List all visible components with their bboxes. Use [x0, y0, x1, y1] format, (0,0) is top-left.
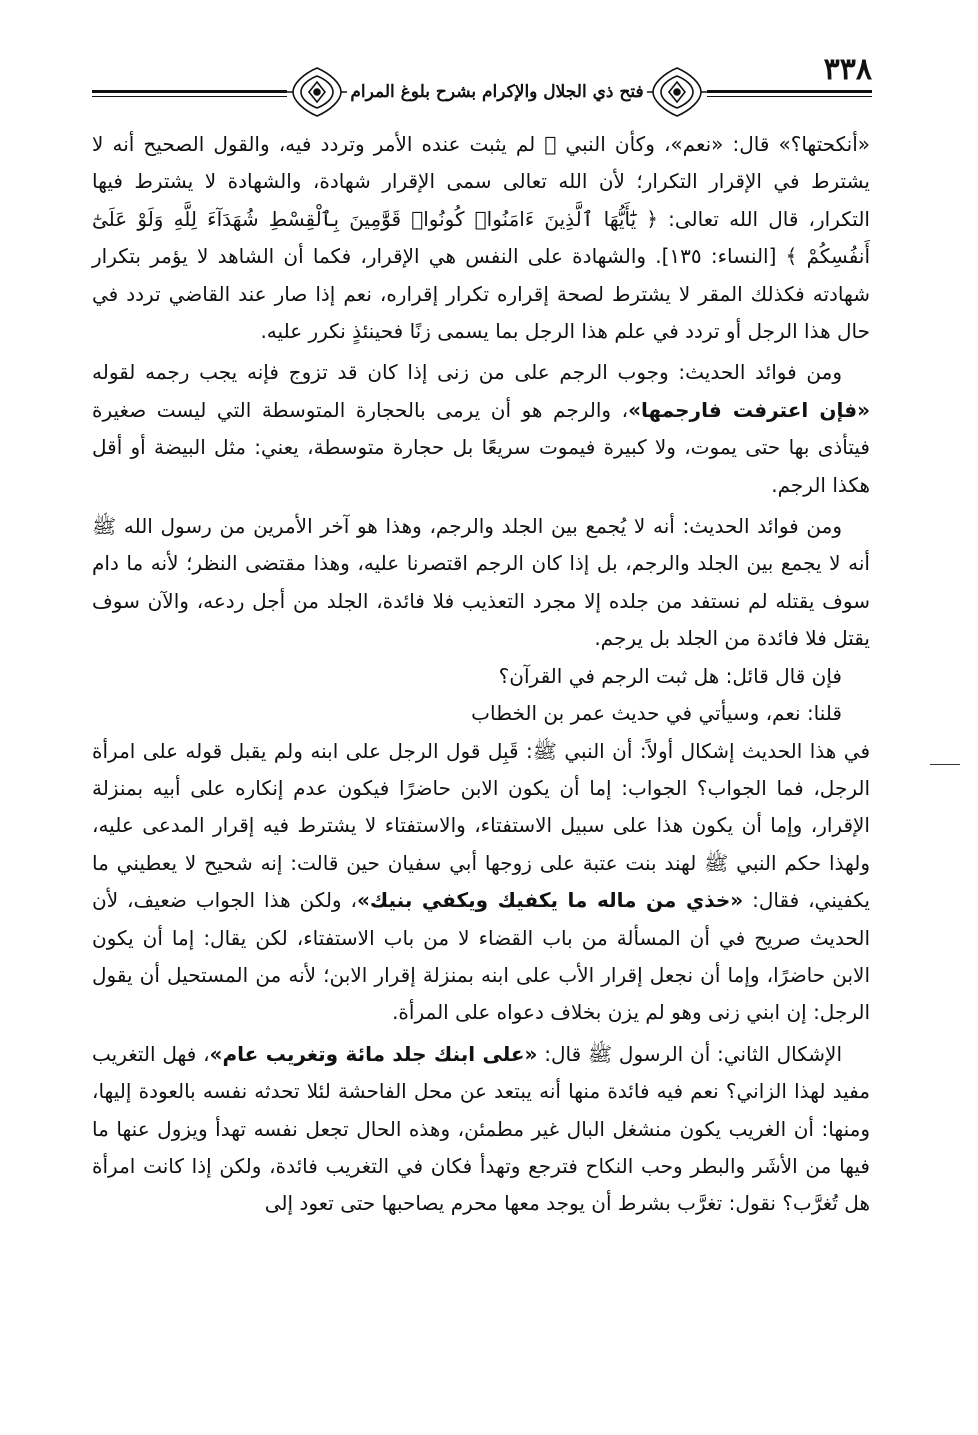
text-run: الإشكال الثاني: أن الرسول ﷺ قال: [537, 1041, 842, 1066]
text-run: ، ولكن هذا الجواب ضعيف، لأن الحديث صريح في أن المسألة من باب القضاء لا من باب الاستفتاء، لكن يقال: إما أن يكون الابن حاضرًا، وإما أن نجعل إقرار الأب على ابنه بمنزلة إقرار الابن؛ لأنه من المستحيل أن يقول الرجل: إن ابني زنى وهو لم يزن بخلاف دعواه على المرأة. [92, 888, 870, 1025]
text-run: ومن فوائد الحديث: أنه لا يُجمع بين الجلد والرجم، وهذا هو آخر الأمرين من رسول الله ﷺ أنه لا يجمع بين الجلد والرجم، بل إذا كان الرجم اقتصرنا عليه، وهذا مقتضى النظر؛ لأنه ما دام سوف يقتله لم نستفد من جلده إلا مجرد التعذيب فلا فائدة، الجلد من أجل ردعه، والآن سوف يقتل فلا فائدة من الجلد بل يرجم. [92, 514, 870, 651]
text-run: ، والرجم هو أن يرمى بالحجارة المتوسطة التي ليست صغيرة فيتأذى بها حتى يموت، ولا كبيرة فيموت سريعًا بل حجارة متوسطة، يعني: مثل البيضة أو أقل هكذا الرجم. [92, 397, 870, 497]
text-run: ومن فوائد الحديث: وجوب الرجم على من زنى إذا كان قد تزوج فإنه يجب رجمه لقوله [92, 360, 842, 385]
text-run: «أنكحتها؟» قال: «نعم»، وكأن النبي ﷺ لم يثبت عنده الأمر وتردد فيه، والقول الصحيح أنه لا يشترط في الإقرار التكرار؛ لأن الله تعالى سمى الإقرار شهادة، والشهادة لا يشترط فيها التكرار، قال الله تعالى: ﴿ يَٰٓأَيُّهَا ٱلَّذِينَ ءَامَنُوا۟ كُونُوا۟ قَوَّٰمِينَ بِٱلْقِسْطِ شُهَدَآءَ لِلَّهِ وَلَوْ عَلَىٰٓ أَنفُسِكُمْ ﴾ [النساء: ١٣٥]. والشهادة على النفس هي الإقرار، فكما أن الشاهد لا يؤمر بتكرار شهادته فكذلك المقر لا يشترط لصحة إقراره تكرار إقراره، نعم إذا صار عند القاضي تردد في حال هذا الرجل أو تردد في علم هذا الرجل بما يسمى زنًا فحينئذٍ نكرر عليه. [92, 132, 871, 344]
paragraph [92, 126, 870, 350]
paragraph [92, 508, 870, 658]
paragraph [92, 695, 870, 732]
paragraph [92, 1036, 870, 1223]
paragraph [92, 733, 870, 1032]
text-run: في هذا الحديث إشكال أولاً: أن النبي ﷺ: قَبِل قول الرجل على ابنه ولم يقبل قوله على امرأة الرجل، فما الجواب؟ الجواب: إما أن يكون الابن حاضرًا فيكون عدم إنكاره على أبيه بمنزلة الإقرار، وإما أن يكون هذا على سبيل الاستفتاء، والاستفتاء لا يشترط فيه إقرار المدعى عليه، ولهذا حكم النبي ﷺ لهند بنت عتبة على زوجها أبي سفيان حين قالت: إنه شحيح لا يعطيني ما يكفيني، فقال: [92, 738, 870, 913]
paragraph [92, 354, 870, 504]
hadith-quote: «فإن اعترفت فارجمها» [628, 397, 870, 422]
page-header [92, 52, 872, 122]
page-body [92, 126, 870, 1223]
text-run: فإن قال قائل: هل ثبت الرجم في القرآن؟ [498, 663, 842, 688]
hadith-quote: «على ابنك جلد مائة وتغريب عام» [209, 1041, 538, 1066]
hadith-quote: «خذي من ماله ما يكفيك ويكفي بنيك» [356, 888, 744, 913]
ornament-left-icon [287, 64, 347, 120]
page-number: ٣٣٨ [823, 52, 872, 87]
margin-mark [930, 764, 960, 765]
text-run: قلنا: نعم، وسيأتي في حديث عمر بن الخطاب [471, 701, 842, 726]
book-title: فتح ذي الجلال والإكرام بشرح بلوغ المرام [347, 80, 647, 104]
text-run: ، فهل التغريب مفيد لهذا الزاني؟ نعم فيه فائدة منها أنه يبتعد عن محل الفاحشة لئلا تحدثه نفسه بالعودة إليها، ومنها: أن الغريب يكون منشغل البال غير مطمئن، وهذه الحال تجعل نفسه تهدأ ويزول عنها ما فيها من الأشَر والبطر وحب النكاح فترجع وتهدأ فكان في التغريب فائدة، ولكن إذا كانت امرأة هل تُغرَّب؟ نقول: تغرَّب بشرط أن يوجد معها محرم يصاحبها حتى تعود إلى [92, 1041, 870, 1216]
paragraph [92, 658, 870, 695]
ornament-right-icon [647, 64, 707, 120]
